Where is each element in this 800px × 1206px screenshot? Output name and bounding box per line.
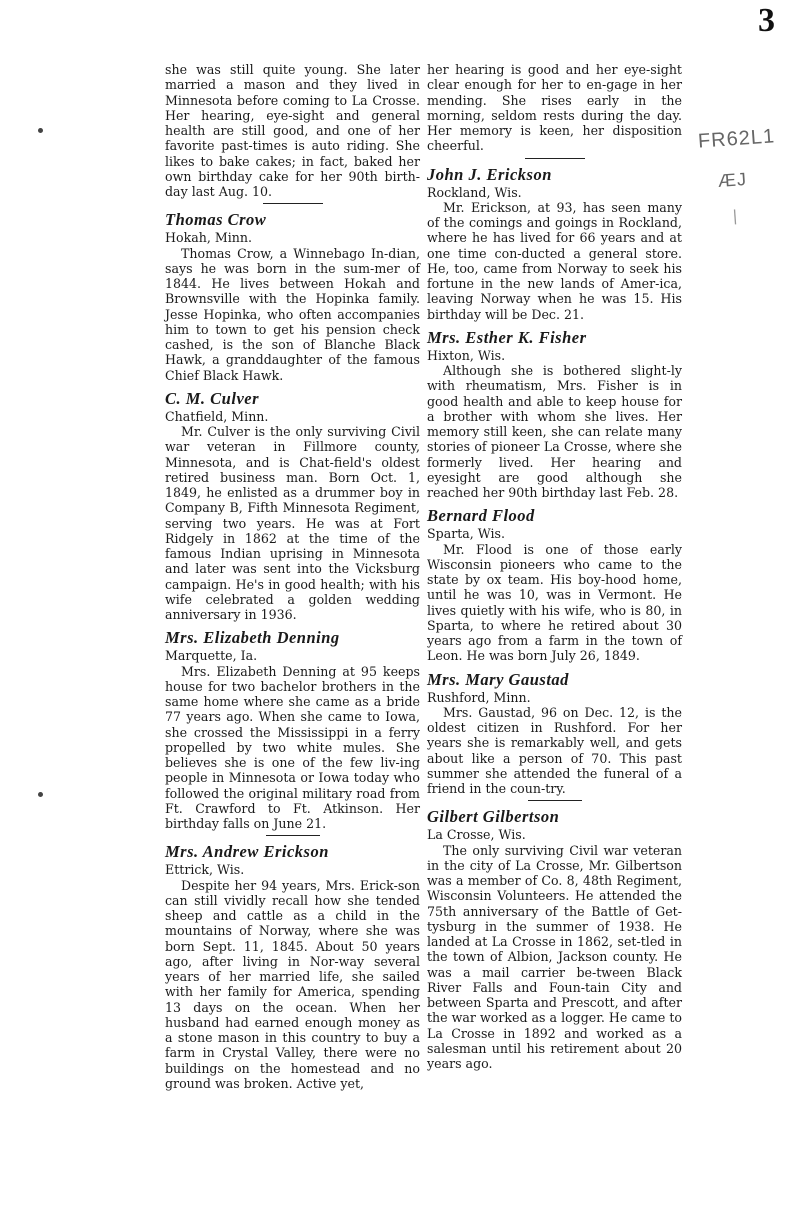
entry-place: Rushford, Minn. <box>427 689 531 705</box>
entry-name: Mrs. Esther K. Fisher <box>427 327 587 347</box>
entry-text: Thomas Crow, a Winnebago In-dian, says he was born in the sum-mer of 1844. He lives between Hokah and Brownsville with the Hopinka family. Jesse Hopinka, who often accompanies him to town to get his pension check cashed, is the son of Blanche Black Hawk, a granddaughter of the famous Chief Black Hawk. <box>165 245 420 383</box>
entry-place: Hokah, Minn. <box>165 230 252 246</box>
handwritten-margin-mark: | <box>732 207 739 226</box>
entry-text: The only surviving Civil war veteran in the city of La Crosse, Mr. Gilbertson was a member of Co. 8, 48th Regiment, Wisconsin Volunteers. He attended the 75th anniversary of the Battle of Get-tysburg in the summer of 1938. He landed at La Crosse in 1862, set-tled in the town of Albion, Jackson county. He was a mail carrier be-tween Black River Falls and Foun-tain City and between Sparta and Prescott, and after the war worked as a logger. He came to La Crosse in 1892 and worked as a salesman until his retirement about 20 years ago. <box>427 842 682 1071</box>
entry-name: Mrs. Andrew Erickson <box>165 842 329 862</box>
entry-place: Sparta, Wis. <box>427 526 506 542</box>
section-divider <box>525 158 585 159</box>
entry-name: C. M. Culver <box>165 388 260 408</box>
entry-place: Marquette, Ia. <box>165 648 258 664</box>
section-divider <box>263 203 323 204</box>
entry-place: Rockland, Wis. <box>427 184 522 200</box>
entry-name: Bernard Flood <box>427 506 535 526</box>
entry-place: Chatfield, Minn. <box>165 408 269 424</box>
entry-name: Mrs. Mary Gaustad <box>427 669 569 689</box>
entry-text: Mr. Culver is the only surviving Civil war veteran in Fillmore county, Minnesota, and is Chat-field's oldest retired business man. Born Oct. 1, 1849, he enlisted as a drummer boy in Company B, Fifth Minnesota Regiment, serving two years. He was at Fort Ridgely in 1862 at the time of the famous Indian uprising in Minnesota and later was sent into the Vicksburg campaign. He's in good health; with his wife celebrated a golden wedding anniversary in 1936. <box>165 424 420 622</box>
entry-text: Despite her 94 years, Mrs. Erick-son can still vividly recall how she tended sheep and cattle as a child in the mountains of Norway, where she was born Sept. 11, 1845. About 50 years ago, after living in Nor-way several years of her married life, she sailed with her family for America, spending 13 days on the ocean. When her husband had earned enough money as a stone mason in this country to buy a farm in Crystal Valley, there were no buildings on the homestead and no ground was broken. Active yet, <box>165 877 420 1091</box>
entry-text: Mr. Flood is one of those early Wisconsin pioneers who came to the state by ox team. His boy-hood home, until he was 10, was in Vermont. He lives quietly with his wife, who is 80, in Sparta, to where he retired about 30 years ago from a farm in the town of Leon. He was born July 26, 1849. <box>427 541 682 664</box>
page-number: 3 <box>758 2 775 39</box>
binding-hole-mark <box>38 128 43 133</box>
entry-text: Mrs. Elizabeth Denning at 95 keeps house for two bachelor brothers in the same home where she came as a bride 77 years ago. When she came to Iowa, she crossed the Mississippi in a ferry propelled by two white mules. She believes she is one of the few liv-ing people in Minnesota or Iowa today who followed the original military road from Ft. Crawford to Ft. Atkinson. Her birthday falls on June 21. <box>165 663 420 831</box>
entry-name: Gilbert Gilbertson <box>427 807 560 827</box>
entry-text: Although she is bothered slight-ly with rheumatism, Mrs. Fisher is in good health and able to keep house for a brother with whom she lives. Her memory still keen, she can relate many stories of pioneer La Crosse, where she formerly lived. Her hearing and eyesight are good although she reached her 90th birthday last Feb. 28. <box>427 363 682 500</box>
entry-name: Mrs. Elizabeth Denning <box>165 628 340 648</box>
continued-paragraph: she was still quite young. She later married a mason and they lived in Minnesota before coming to La Crosse. Her hearing, eye-sight and general health are still good, and one of her favorite past-times is auto riding. She likes to bake cakes; in fact, baked her own birthday cake for her 90th birth-day last Aug. 10. <box>165 62 420 199</box>
entry-place: La Crosse, Wis. <box>427 827 526 843</box>
binding-hole-mark <box>38 792 43 797</box>
left-column <box>165 62 420 1091</box>
section-divider <box>266 835 320 836</box>
section-divider <box>528 800 582 801</box>
entry-name: John J. Erickson <box>427 164 552 184</box>
right-column <box>427 62 682 1071</box>
entry-name: Thomas Crow <box>165 210 267 230</box>
handwritten-margin-initials: ӔJ <box>717 169 748 191</box>
entry-place: Hixton, Wis. <box>427 347 506 363</box>
continued-paragraph: her hearing is good and her eye-sight clear enough for her to en-gage in her mending. She rises early in the morning, seldom rests during the day. Her memory is keen, her disposition cheerful. <box>427 62 682 154</box>
entry-text: Mr. Erickson, at 93, has seen many of the comings and goings in Rockland, where he has lived for 66 years and at one time con-ducted a general store. He, too, came from Norway to seek his fortune in the new lands of Amer-ica, leaving Norway when he was 15. His birthday will be Dec. 21. <box>427 199 682 322</box>
entry-text: Mrs. Gaustad, 96 on Dec. 12, is the oldest citizen in Rushford. For her years she is remarkably well, and gets about like a person of 70. This past summer she attended the funeral of a friend in the coun-try. <box>427 704 682 796</box>
handwritten-margin-note: FR62L1 <box>697 125 776 153</box>
entry-place: Ettrick, Wis. <box>165 862 245 878</box>
